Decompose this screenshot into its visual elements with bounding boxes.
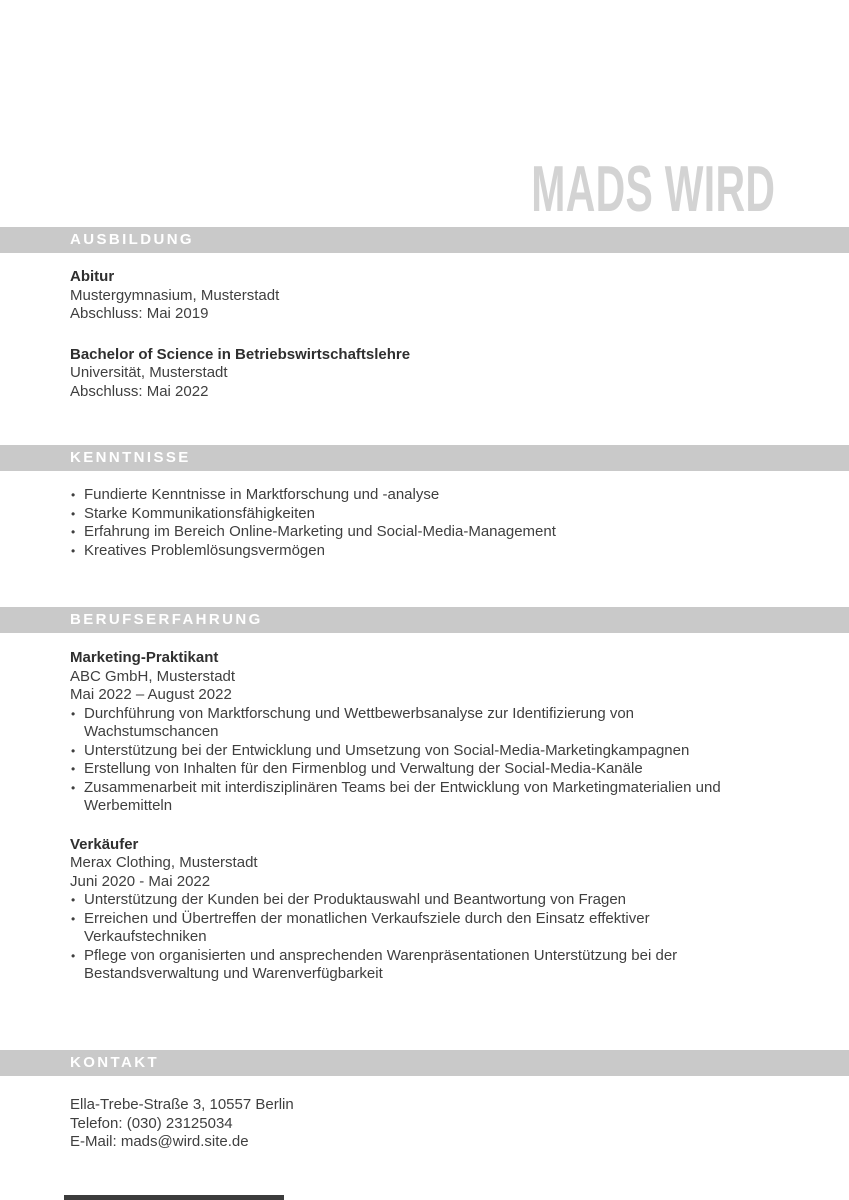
skill-item: • Starke Kommunikationsfähigkeiten xyxy=(70,505,762,524)
job-duty: • Zusammenarbeit mit interdisziplinären Teams bei der Entwicklung von Marketingmaterialien und Werbemitteln xyxy=(70,779,762,816)
degree-title: Bachelor of Science in Betriebswirtschaftslehre xyxy=(70,345,411,363)
section-heading-education: AUSBILDUNG xyxy=(70,231,194,248)
education-entry xyxy=(70,346,762,402)
skill-item: • Kreatives Problemlösungsvermögen xyxy=(70,542,762,561)
page-title: MADS WIRD xyxy=(531,152,775,225)
education-content xyxy=(70,268,762,401)
skill-item: • Erfahrung im Bereich Online-Marketing und Social-Media-Management xyxy=(70,523,762,542)
section-heading-contact: KONTAKT xyxy=(70,1054,160,1071)
job-title: Verkäufer xyxy=(70,835,139,853)
phone-line: Telefon: (030) 23125034 xyxy=(70,1114,233,1132)
email-line: E-Mail: mads@wird.site.de xyxy=(70,1133,249,1150)
job-duties-list xyxy=(70,891,762,984)
job-duty: • Unterstützung bei der Entwicklung und Umsetzung von Social-Media-Marketingkampagnen xyxy=(70,742,762,761)
job-duty: • Erreichen und Übertreffen der monatlichen Verkaufsziele durch den Einsatz effektiver Verkaufstechniken xyxy=(70,910,762,947)
experience-entry xyxy=(70,649,762,816)
job-duties-list xyxy=(70,705,762,816)
degree-title: Abitur xyxy=(70,268,115,285)
school-name: Mustergymnasium, Musterstadt xyxy=(70,286,280,304)
contact-content xyxy=(70,1096,762,1152)
graduation-date: Abschluss: Mai 2019 xyxy=(70,305,209,322)
experience-entry xyxy=(70,836,762,984)
company-name: ABC GmbH, Musterstadt xyxy=(70,667,236,685)
job-dates: Juni 2020 - Mai 2022 xyxy=(70,872,211,890)
job-duty: • Unterstützung der Kunden bei der Produktauswahl und Beantwortung von Fragen xyxy=(70,891,762,910)
skill-item: • Fundierte Kenntnisse in Marktforschung und -analyse xyxy=(70,486,762,505)
company-name: Merax Clothing, Musterstadt xyxy=(70,854,258,871)
skills-list xyxy=(70,486,762,560)
section-heading-skills: KENNTNISSE xyxy=(70,449,191,466)
address-line: Ella-Trebe-Straße 3, 10557 Berlin xyxy=(70,1096,294,1113)
job-duty: • Durchführung von Marktforschung und Wettbewerbsanalyse zur Identifizierung von Wachstumschancen xyxy=(70,705,762,742)
job-title: Marketing-Praktikant xyxy=(70,649,219,666)
section-band-experience xyxy=(0,607,849,633)
section-heading-experience: BERUFSERFAHRUNG xyxy=(70,611,263,628)
skills-content xyxy=(70,486,762,560)
section-band-contact xyxy=(0,1050,849,1076)
section-band-education xyxy=(0,227,849,253)
education-entry xyxy=(70,268,762,324)
job-duty: • Pflege von organisierten und ansprechenden Warenpräsentationen Unterstützung bei der Bestandsverwaltung und Warenverfügbarkeit xyxy=(70,947,762,984)
graduation-date: Abschluss: Mai 2022 xyxy=(70,382,209,400)
job-dates: Mai 2022 – August 2022 xyxy=(70,686,232,703)
experience-content xyxy=(70,649,762,984)
job-duty: • Erstellung von Inhalten für den Firmenblog und Verwaltung der Social-Media-Kanäle xyxy=(70,760,762,779)
footer-bar xyxy=(64,1195,284,1200)
section-band-skills xyxy=(0,445,849,471)
school-name: Universität, Musterstadt xyxy=(70,364,228,381)
